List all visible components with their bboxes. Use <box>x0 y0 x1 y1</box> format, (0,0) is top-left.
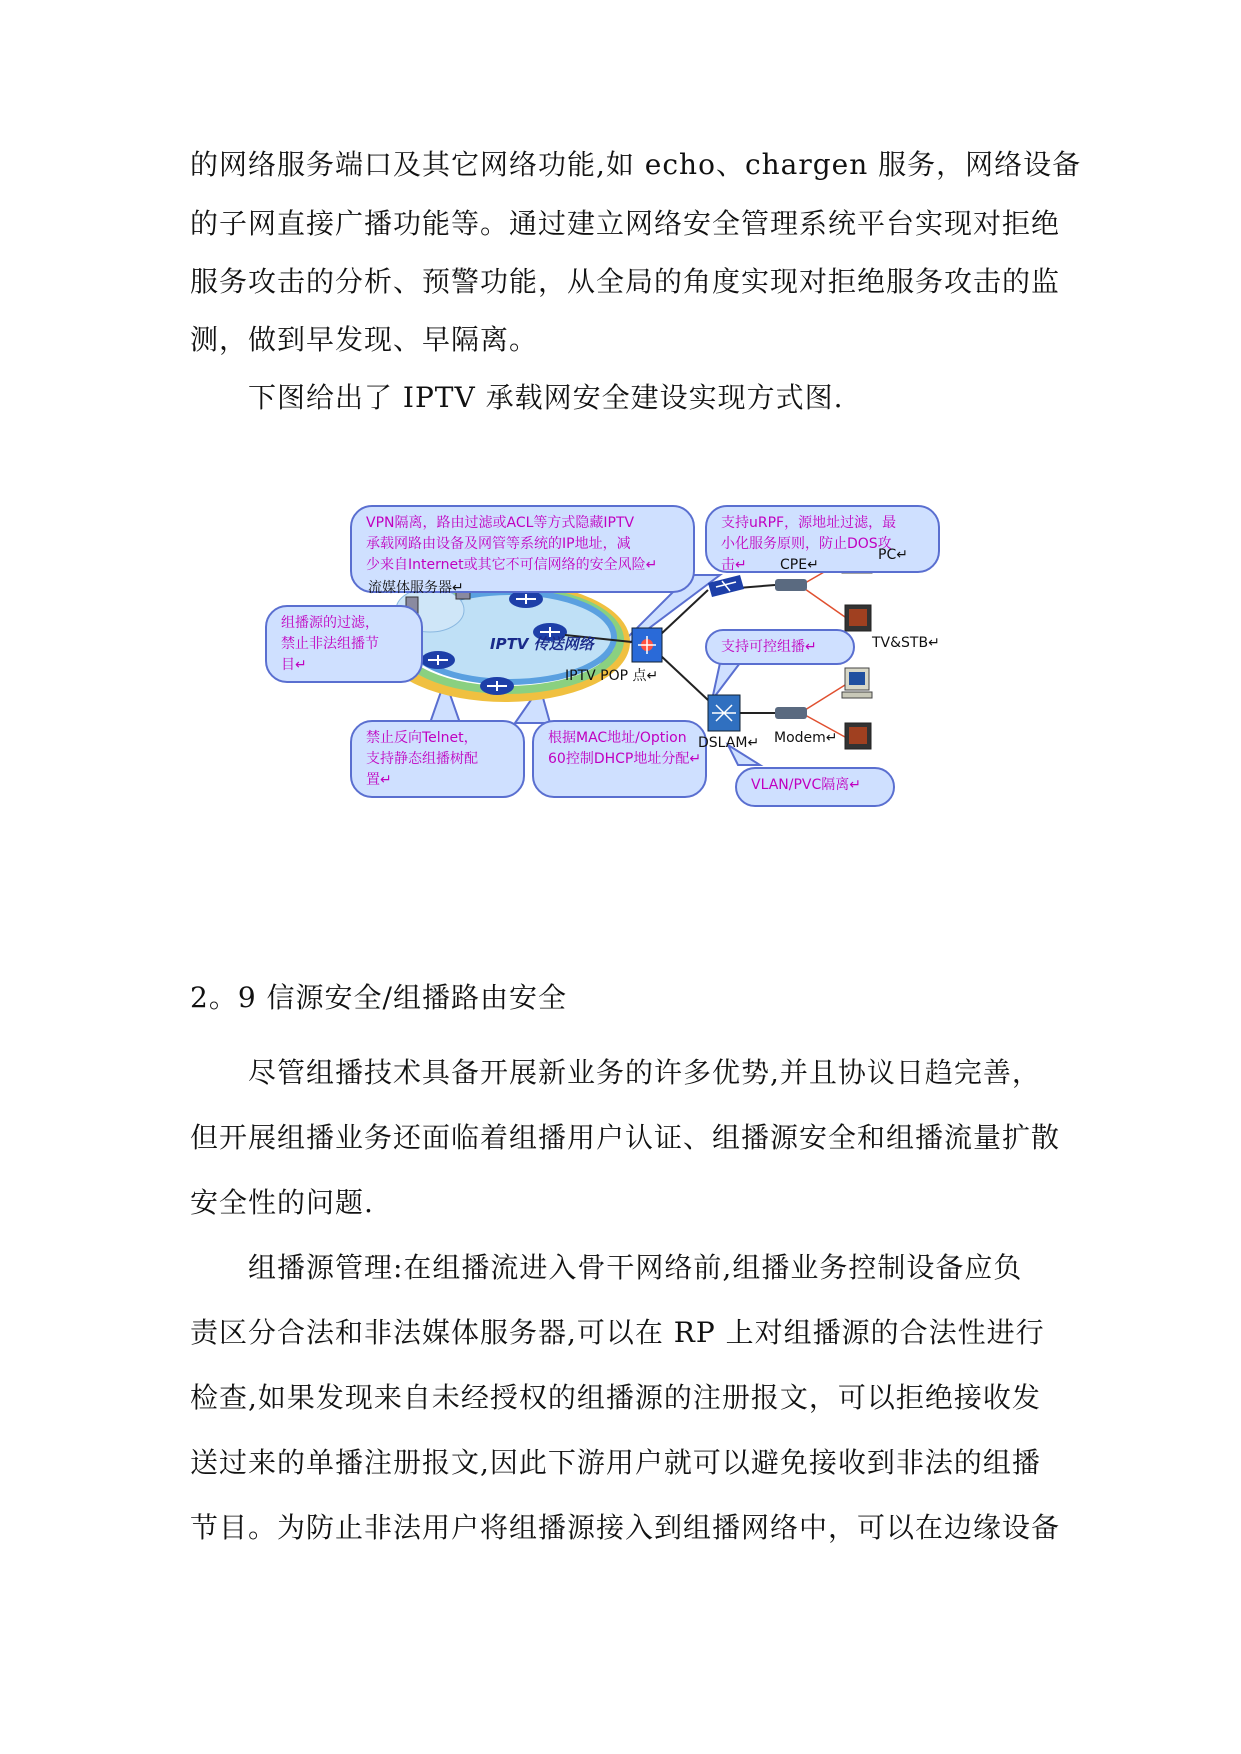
paragraph-line: 组播源管理:在组播流进入骨干网络前,组播业务控制设备应负 <box>248 1251 1023 1284</box>
paragraph-line: 服务攻击的分析、预警功能，从全局的角度实现对拒绝服务攻击的监 <box>190 265 1061 298</box>
link <box>805 685 845 710</box>
link <box>805 589 845 617</box>
label-pc: PC↵ <box>878 547 908 563</box>
paragraph-line: 检查,如果发现来自未经授权的组播源的注册报文，可以拒绝接收发 <box>190 1381 1041 1414</box>
tv-icon <box>845 605 871 631</box>
switch-icon <box>632 628 662 662</box>
callout-tail-controllable <box>712 663 740 700</box>
callout-controllable-multicast: 支持可控组播↵ <box>705 629 855 665</box>
paragraph-line: 但开展组播业务还面临着组播用户认证、组播源安全和组播流量扩散 <box>190 1121 1061 1154</box>
callout-mac-option60: 根据MAC地址/Option 60控制DHCP地址分配↵ <box>532 720 707 798</box>
label-dslam: DSLAM↵ <box>698 735 760 751</box>
router-icon <box>480 677 514 695</box>
paragraph-line: 送过来的单播注册报文,因此下游用户就可以避免接收到非法的组播 <box>190 1446 1041 1479</box>
paragraph-line: 责区分合法和非法媒体服务器,可以在 RP 上对组播源的合法性进行 <box>190 1316 1045 1349</box>
paragraph-line: 测，做到早发现、早隔离。 <box>190 323 539 356</box>
paragraph-line: 节目。为防止非法用户将组播源接入到组播网络中，可以在边缘设备 <box>190 1511 1061 1544</box>
pc-icon <box>842 668 872 698</box>
section-heading: 2。9 信源安全/组播路由安全 <box>190 981 567 1014</box>
callout-source-filter: 组播源的过滤， 禁止非法组播节 目↵ <box>265 605 423 683</box>
callout-urpf: 支持uRPF，源地址过滤，最 小化服务原则，防止DOS攻 击↵ <box>705 505 940 573</box>
callout-telnet: 禁止反向Telnet， 支持静态组播树配 置↵ <box>350 720 525 798</box>
callout-vlan-pvc: VLAN/PVC隔离↵ <box>735 767 895 807</box>
modem-icon <box>775 707 807 719</box>
tv-icon <box>845 723 871 749</box>
callout-vpn-isolation: VPN隔离，路由过滤或ACL等方式隐藏IPTV 承载网路由设备及网管等系统的IP地址，减 少来自Internet或其它不可信网络的安全风险↵ <box>350 505 695 593</box>
paragraph-line: 的网络服务端口及其它网络功能,如 echo、chargen 服务，网络设备 <box>190 148 1082 181</box>
iptv-security-diagram <box>260 505 1010 925</box>
paragraph-line: 的子网直接广播功能等。通过建立网络安全管理系统平台实现对拒绝 <box>190 207 1061 240</box>
label-cpe: CPE↵ <box>780 557 819 573</box>
label-tvstb: TV&STB↵ <box>872 635 940 651</box>
paragraph-line: 尽管组播技术具备开展新业务的许多优势,并且协议日趋完善， <box>248 1056 1041 1089</box>
router-icon <box>421 651 455 669</box>
link <box>660 655 708 700</box>
figure-intro: 下图给出了 IPTV 承载网安全建设实现方式图. <box>248 381 844 414</box>
label-media-server: 流媒体服务器↵ <box>368 580 464 596</box>
paragraph-line: 安全性的问题. <box>190 1186 374 1219</box>
dslam-icon <box>708 695 740 731</box>
cpe-icon <box>775 579 807 591</box>
label-pop: IPTV POP 点↵ <box>565 668 659 684</box>
label-iptv-network: IPTV 传送网络 <box>490 635 594 653</box>
label-modem: Modem↵ <box>774 730 838 746</box>
